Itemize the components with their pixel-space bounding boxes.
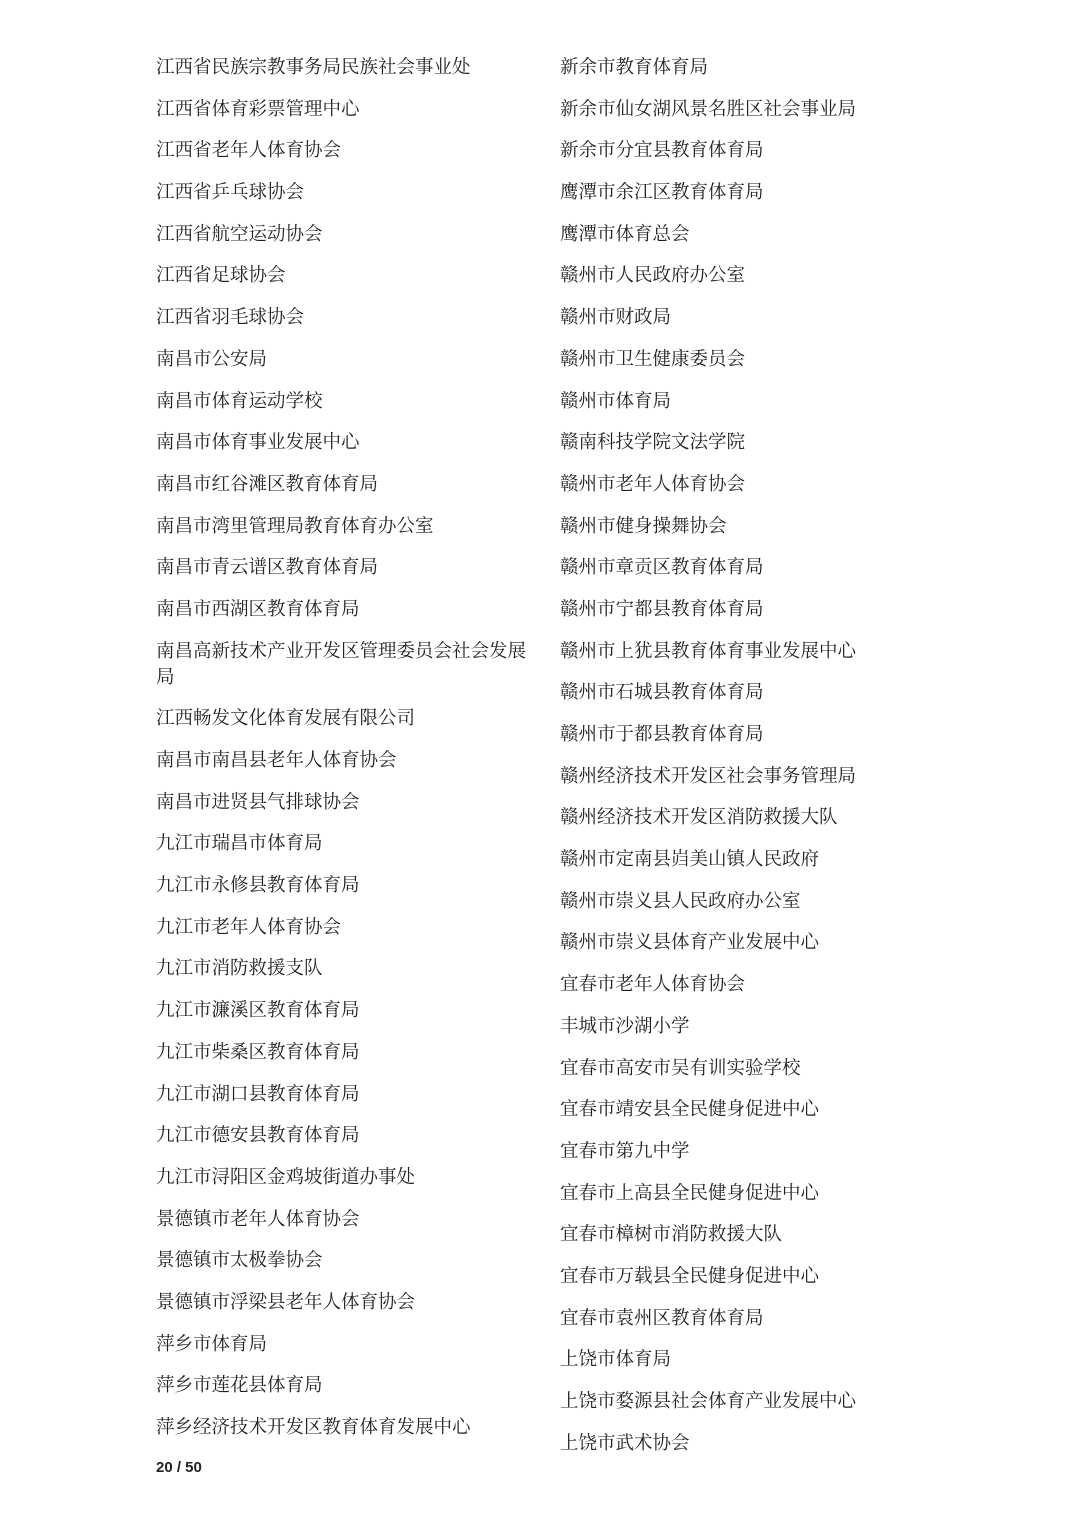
list-item: 宜春市袁州区教育体育局: [560, 1307, 764, 1329]
list-item: 江西省乒乓球协会: [156, 182, 305, 204]
list-item: 江西省羽毛球协会: [156, 307, 305, 329]
list-item: 江西省老年人体育协会: [156, 140, 342, 162]
list-item: 鹰潭市余江区教育体育局: [560, 182, 764, 204]
list-item: 赣州市财政局: [560, 307, 672, 329]
list-item: 南昌市红谷滩区教育体育局: [156, 473, 379, 495]
list-item: 江西省航空运动协会: [156, 223, 323, 245]
list-item: 宜春市老年人体育协会: [560, 974, 746, 996]
list-item: 江西省体育彩票管理中心: [156, 98, 360, 120]
list-item: 景德镇市老年人体育协会: [156, 1208, 360, 1230]
left-column-list: [156, 55, 528, 1457]
list-item: 宜春市高安市吴有训实验学校: [560, 1057, 801, 1079]
list-item: 南昌高新技术产业开发区管理委员会社会发展局: [156, 640, 527, 688]
list-item: 赣州市卫生健康委员会: [560, 348, 746, 370]
list-item: 江西省足球协会: [156, 265, 286, 287]
list-item: 九江市瑞昌市体育局: [156, 833, 323, 855]
list-item: 上饶市武术协会: [560, 1432, 690, 1454]
list-item: 宜春市靖安县全民健身促进中心: [560, 1099, 820, 1121]
list-item: 九江市永修县教育体育局: [156, 875, 360, 897]
list-item: 南昌市进贤县气排球协会: [156, 791, 360, 813]
list-item: 赣州市老年人体育协会: [560, 473, 746, 495]
list-item: 九江市濂溪区教育体育局: [156, 1000, 360, 1022]
list-item: 鹰潭市体育总会: [560, 223, 690, 245]
list-item: 宜春市上高县全民健身促进中心: [560, 1182, 820, 1204]
list-item: 赣州市崇义县体育产业发展中心: [560, 932, 820, 954]
page-number: 20 / 50: [156, 1459, 202, 1476]
list-item: 江西畅发文化体育发展有限公司: [156, 708, 416, 730]
list-item: 新余市仙女湖风景名胜区社会事业局: [560, 98, 857, 120]
list-item: 赣州经济技术开发区社会事务管理局: [560, 765, 857, 787]
list-item: 江西省民族宗教事务局民族社会事业处: [156, 57, 471, 78]
list-item: 九江市浔阳区金鸡坡街道办事处: [156, 1166, 416, 1188]
list-item: 丰城市沙湖小学: [560, 1015, 690, 1037]
list-item: 九江市消防救援支队: [156, 958, 323, 980]
list-item: 上饶市体育局: [560, 1349, 672, 1371]
list-item: 九江市老年人体育协会: [156, 916, 342, 938]
list-item: 景德镇市浮梁县老年人体育协会: [156, 1291, 416, 1313]
list-item: 南昌市体育事业发展中心: [156, 432, 360, 454]
list-item: 赣州市宁都县教育体育局: [560, 598, 764, 620]
list-item: 赣州市上犹县教育体育事业发展中心: [560, 640, 857, 662]
list-item: 赣南科技学院文法学院: [560, 432, 746, 454]
list-item: 九江市德安县教育体育局: [156, 1125, 360, 1147]
list-item: 赣州经济技术开发区消防救援大队: [560, 807, 838, 829]
list-item: 九江市湖口县教育体育局: [156, 1083, 360, 1105]
right-column-list: [560, 55, 932, 1472]
list-item: 南昌市体育运动学校: [156, 390, 323, 412]
list-item: 上饶市婺源县社会体育产业发展中心: [560, 1391, 857, 1412]
list-item: 赣州市健身操舞协会: [560, 515, 727, 537]
list-item: 景德镇市太极拳协会: [156, 1250, 323, 1272]
list-item: 赣州市人民政府办公室: [560, 265, 746, 287]
list-item: 宜春市樟树市消防救援大队: [560, 1224, 783, 1246]
list-item: 南昌市湾里管理局教育体育办公室: [156, 515, 434, 537]
list-item: 赣州市石城县教育体育局: [560, 682, 764, 704]
list-item: 赣州市于都县教育体育局: [560, 724, 764, 745]
list-item: 新余市教育体育局: [560, 57, 709, 78]
list-item: 赣州市体育局: [560, 390, 672, 412]
list-item: 赣州市崇义县人民政府办公室: [560, 890, 801, 912]
list-item: 南昌市青云谱区教育体育局: [156, 557, 379, 579]
list-item: 新余市分宜县教育体育局: [560, 140, 764, 162]
list-item: 赣州市定南县岿美山镇人民政府: [560, 849, 820, 871]
list-item: 九江市柴桑区教育体育局: [156, 1041, 360, 1063]
list-item: 宜春市万载县全民健身促进中心: [560, 1265, 820, 1287]
list-item: 南昌市南昌县老年人体育协会: [156, 750, 397, 771]
list-item: 宜春市第九中学: [560, 1140, 690, 1162]
list-item: 萍乡经济技术开发区教育体育发展中心: [156, 1417, 471, 1438]
list-item: 南昌市公安局: [156, 348, 268, 370]
list-item: 萍乡市体育局: [156, 1333, 268, 1355]
list-item: 萍乡市莲花县体育局: [156, 1375, 323, 1397]
list-item: 南昌市西湖区教育体育局: [156, 598, 360, 620]
list-item: 赣州市章贡区教育体育局: [560, 557, 764, 579]
